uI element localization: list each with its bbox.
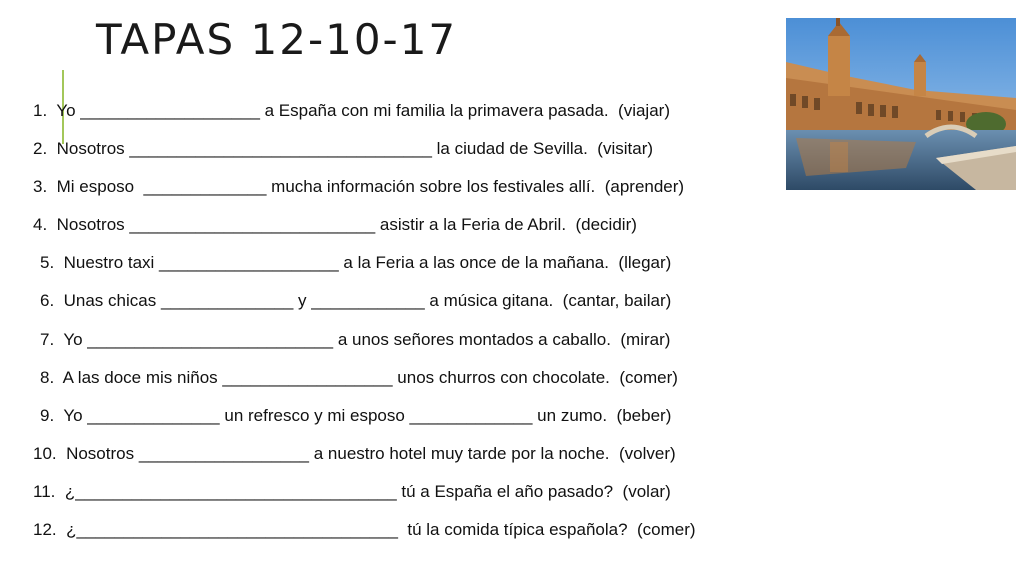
exercise-text: 4. Nosotros __________________________ asistir a la Feria de Abril. (decidir) <box>33 215 637 235</box>
exercise-text: 2. Nosotros ________________________________ la ciudad de Sevilla. (visitar) <box>33 139 654 159</box>
exercise-text: 9. Yo ______________ un refresco y mi esposo _____________ un zumo. (beber) <box>40 405 672 425</box>
exercise-text: 6. Unas chicas ______________ y ____________ a música gitana. (cantar, bailar) <box>40 291 672 311</box>
exercise-item <box>0 130 790 168</box>
exercise-item <box>0 92 790 130</box>
exercise-item <box>0 473 790 511</box>
exercise-text: 11. ¿__________________________________ tú a España el año pasado? (volar) <box>33 481 671 501</box>
plaza-de-espana-photo <box>786 18 1016 190</box>
exercise-item <box>0 168 790 206</box>
exercise-text: 10. Nosotros __________________ a nuestro hotel muy tarde por la noche. (volver) <box>33 443 676 463</box>
slide-title: TAPAS 12-10-17 <box>96 15 458 64</box>
exercise-item <box>0 244 790 282</box>
exercise-item <box>0 321 790 359</box>
exercise-item <box>0 511 790 549</box>
exercise-item <box>0 206 790 244</box>
exercise-item <box>0 435 790 473</box>
exercise-list <box>0 92 790 549</box>
photo-illustration <box>786 18 1016 190</box>
exercise-text: 12. ¿__________________________________ tú la comida típica española? (comer) <box>33 520 696 540</box>
exercise-text: 1. Yo ___________________ a España con mi familia la primavera pasada. (viajar) <box>33 101 670 120</box>
exercise-item <box>0 282 790 320</box>
exercise-text: 8. A las doce mis niños __________________ unos churros con chocolate. (comer) <box>40 367 678 387</box>
exercise-text: 7. Yo __________________________ a unos señores montados a caballo. (mirar) <box>40 329 671 349</box>
exercise-item <box>0 359 790 397</box>
exercise-text: 5. Nuestro taxi ___________________ a la Feria a las once de la mañana. (llegar) <box>40 253 672 273</box>
exercise-item <box>0 397 790 435</box>
exercise-text: 3. Mi esposo _____________ mucha información sobre los festivales allí. (aprender) <box>33 177 685 197</box>
